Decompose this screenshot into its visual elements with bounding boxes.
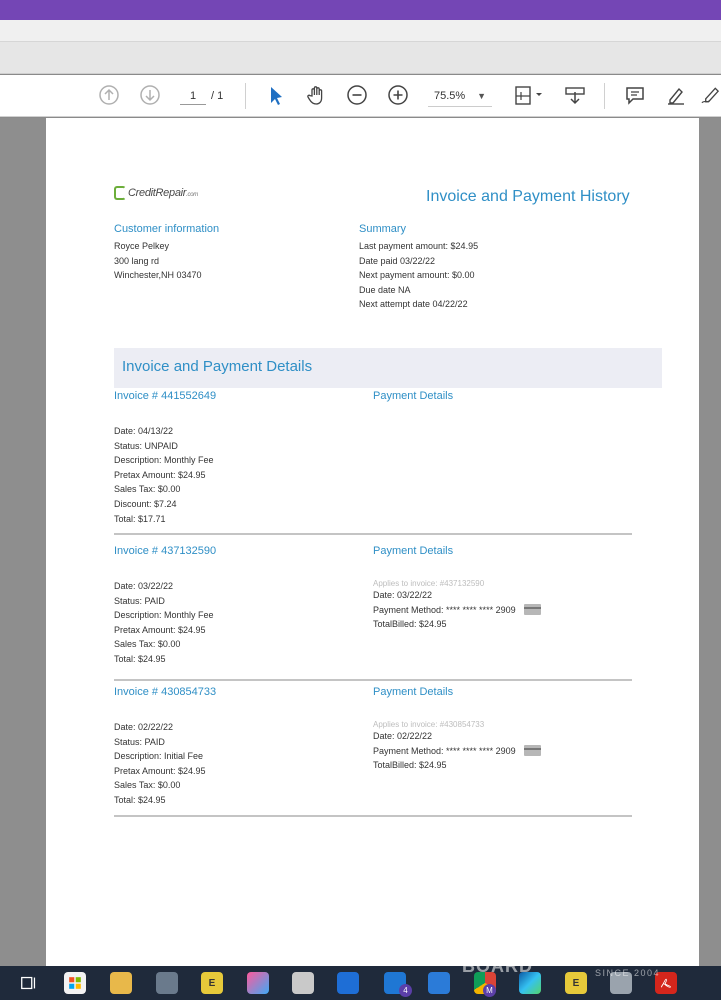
watermark-text: BOARD [462, 956, 533, 976]
invoice-line: Total: $17.71 [114, 513, 166, 524]
invoice-line: Pretax Amount: $24.95 [114, 624, 206, 635]
download-icon[interactable] [563, 83, 587, 107]
comment-icon[interactable] [623, 83, 647, 107]
page-number-input[interactable]: 1 [180, 87, 206, 105]
summary-line: Next payment amount: $0.00 [359, 270, 475, 281]
invoice-line: Pretax Amount: $24.95 [114, 765, 206, 776]
payment-details-heading: Payment Details [373, 686, 454, 698]
invoice-line: Sales Tax: $0.00 [114, 639, 181, 650]
summary-line: Date paid 03/22/22 [359, 255, 436, 266]
zoom-out-icon[interactable] [345, 83, 369, 107]
payment-details [373, 579, 541, 632]
credit-card-icon [524, 604, 541, 615]
invoice-block [114, 545, 632, 681]
toolbar-divider [604, 83, 605, 109]
payment-method [373, 744, 541, 759]
calculator-icon[interactable] [156, 972, 178, 994]
invoice-line: Status: PAID [114, 736, 165, 747]
details-heading: Invoice and Payment Details [122, 358, 313, 375]
divider [114, 679, 632, 681]
invoice-line: Date: 04/13/22 [114, 426, 174, 436]
page-total: / 1 [211, 90, 224, 102]
invoice-line: Status: PAID [114, 595, 165, 606]
summary [359, 223, 478, 312]
invoice-line: Sales Tax: $0.00 [114, 780, 181, 791]
payment-method [373, 603, 541, 618]
invoice-line: Status: UNPAID [114, 440, 178, 451]
invoice-block [114, 390, 632, 540]
next-page-icon[interactable] [138, 83, 162, 107]
app-e-icon[interactable]: E [201, 972, 223, 994]
invoice-line: Discount: $7.24 [114, 498, 177, 509]
invoice-details [114, 579, 214, 667]
invoice-line: Description: Monthly Fee [114, 610, 214, 621]
invoice-number: Invoice # 430854733 [114, 686, 217, 698]
invoice-line: Sales Tax: $0.00 [114, 484, 181, 495]
pdf-toolbar [0, 75, 721, 117]
logo-suffix: .com [186, 192, 198, 198]
paint-drop-icon[interactable] [247, 972, 269, 994]
total-billed: TotalBilled: $24.95 [373, 619, 447, 630]
credit-card-icon [524, 745, 541, 756]
applies-to-invoice: Applies to invoice: #437132590 [373, 579, 485, 588]
select-cursor-icon[interactable] [264, 83, 288, 107]
page-fit-icon[interactable] [511, 83, 545, 107]
invoice-line: Date: 02/22/22 [114, 722, 174, 732]
details-section-header [114, 348, 662, 388]
mail-badge: 4 [399, 984, 412, 997]
invoice-number: Invoice # 441552649 [114, 390, 217, 402]
invoice-line: Total: $24.95 [114, 794, 166, 805]
zoom-select[interactable] [428, 85, 492, 107]
customer-heading: Customer information [114, 223, 220, 235]
browser-bar [0, 20, 721, 42]
invoice-line: Description: Monthly Fee [114, 455, 214, 466]
calendar-icon[interactable] [428, 972, 450, 994]
customer-address-line1: 300 lang rd [114, 255, 160, 266]
file-explorer-icon[interactable] [110, 972, 132, 994]
chevron-down-icon: ▼ [477, 91, 486, 101]
divider [114, 533, 632, 535]
invoice-line: Date: 03/22/22 [114, 581, 174, 591]
invoice-block [114, 686, 632, 820]
summary-heading: Summary [359, 223, 407, 235]
highlight-icon[interactable] [664, 83, 688, 107]
document-title: Invoice and Payment History [426, 188, 630, 205]
paint-palette-icon[interactable] [292, 972, 314, 994]
zoom-value: 75.5% [434, 90, 466, 102]
total-billed: TotalBilled: $24.95 [373, 760, 447, 771]
customer-address-line2: Winchester,NH 03470 [114, 270, 202, 281]
summary-line: Next attempt date 04/22/22 [359, 299, 468, 310]
payment-date: Date: 02/22/22 [373, 731, 433, 741]
teamviewer-icon[interactable] [337, 972, 359, 994]
company-logo [114, 186, 198, 200]
payment-method-text: Payment Method: **** **** **** 2909 [373, 604, 516, 615]
window-titlebar [0, 0, 721, 20]
app-e2-icon[interactable]: E [565, 972, 587, 994]
invoice-line: Description: Initial Fee [114, 751, 204, 762]
draw-icon[interactable] [700, 83, 721, 107]
logo-text: CreditRepair [128, 187, 187, 199]
watermark-since: SINCE 2004 [595, 968, 661, 978]
customer-name: Royce Pelkey [114, 241, 170, 251]
payment-details [373, 720, 541, 773]
microsoft-store-icon[interactable] [64, 972, 86, 994]
summary-line: Due date NA [359, 284, 411, 295]
toolbar-divider [245, 83, 246, 109]
customer-information [114, 223, 219, 283]
watermark [462, 956, 661, 978]
prev-page-icon[interactable] [97, 83, 121, 107]
pdf-header-bar [0, 42, 721, 74]
payment-details-heading: Payment Details [373, 390, 454, 402]
payment-date: Date: 03/22/22 [373, 590, 433, 600]
hand-tool-icon[interactable] [304, 83, 328, 107]
invoice-number: Invoice # 437132590 [114, 545, 217, 557]
invoice-details [114, 424, 214, 526]
chrome-profile-badge: M [483, 984, 496, 997]
zoom-in-icon[interactable] [386, 83, 410, 107]
pdf-page [46, 118, 699, 966]
task-view-icon[interactable] [18, 972, 40, 994]
divider [114, 815, 632, 817]
summary-line: Last payment amount: $24.95 [359, 241, 479, 251]
payment-method-text: Payment Method: **** **** **** 2909 [373, 745, 516, 756]
invoice-line: Total: $24.95 [114, 653, 166, 664]
payment-details-heading: Payment Details [373, 545, 454, 557]
applies-to-invoice: Applies to invoice: #430854733 [373, 720, 485, 729]
invoice-details [114, 720, 206, 808]
invoice-line: Pretax Amount: $24.95 [114, 469, 206, 480]
logo-mark-icon [114, 186, 126, 200]
